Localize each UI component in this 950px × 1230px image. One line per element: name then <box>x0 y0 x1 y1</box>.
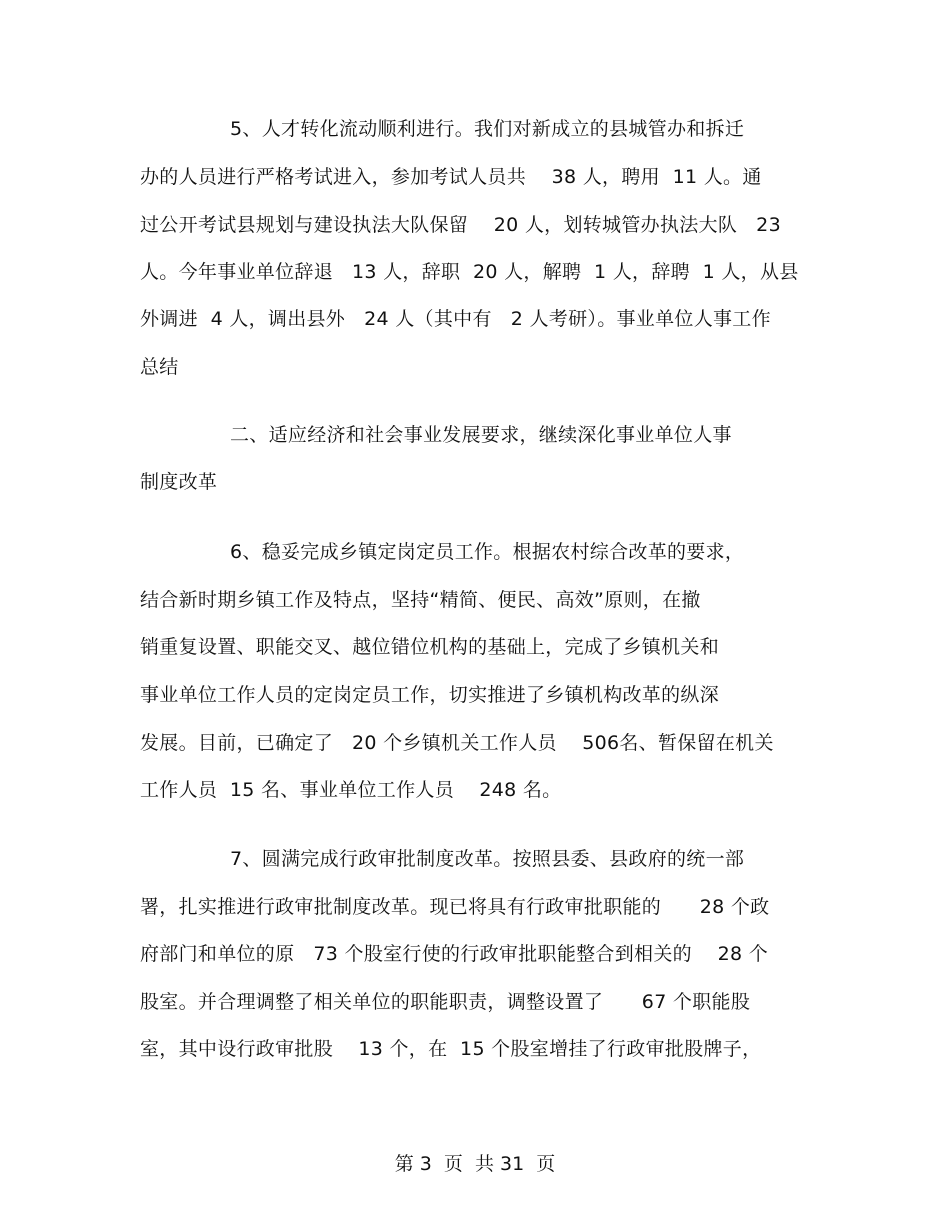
paragraph-line: 过公开考试县规划与建设执法大队保留 20 人，划转城管办执法大队 23 <box>140 214 781 236</box>
section-heading-line: 制度改革 <box>140 471 218 493</box>
paragraph-line: 外调进 4 人，调出县外 24 人（其中有 2 人考研）。事业单位人事工作 <box>140 308 771 330</box>
paragraph-line: 销重复设置、职能交叉、越位错位机构的基础上，完成了乡镇机关和 <box>140 636 720 658</box>
paragraph-line: 办的人员进行严格考试进入，参加考试人员共 38 人，聘用 11 人。通 <box>140 166 762 188</box>
paragraph-line: 总结 <box>140 356 179 378</box>
paragraph-line: 府部门和单位的原 73 个股室行使的行政审批职能整合到相关的 28 个 <box>140 943 768 965</box>
section-heading-line: 二、适应经济和社会事业发展要求，继续深化事业单位人事 <box>230 424 732 446</box>
paragraph-line: 5、人才转化流动顺利进行。我们对新成立的县城管办和拆迁 <box>230 118 745 140</box>
paragraph-line: 事业单位工作人员的定岗定员工作，切实推进了乡镇机构改革的纵深 <box>140 684 720 706</box>
paragraph-line: 6、稳妥完成乡镇定岗定员工作。根据农村综合改革的要求， <box>230 541 745 563</box>
paragraph-line: 发展。目前，已确定了 20 个乡镇机关工作人员 506名、暂保留在机关 <box>140 732 774 754</box>
paragraph-line: 结合新时期乡镇工作及特点，坚持“精简、便民、高效”原则，在撤 <box>140 589 701 611</box>
page-number-footer: 第 3 页 共 31 页 <box>394 1153 556 1175</box>
paragraph-line: 人。今年事业单位辞退 13 人，辞职 20 人，解聘 1 人，辞聘 1 人，从县 <box>140 261 799 283</box>
paragraph-line: 工作人员 15 名、事业单位工作人员 248 名。 <box>140 779 562 801</box>
paragraph-line: 7、圆满完成行政审批制度改革。按照县委、县政府的统一部 <box>230 848 745 870</box>
paragraph-line: 署，扎实推进行政审批制度改革。现已将具有行政审批职能的 28 个政 <box>140 896 770 918</box>
paragraph-line: 股室。并合理调整了相关单位的职能职责，调整设置了 67 个职能股 <box>140 991 751 1013</box>
paragraph-line: 室，其中设行政审批股 13 个，在 15 个股室增挂了行政审批股牌子， <box>140 1038 762 1060</box>
